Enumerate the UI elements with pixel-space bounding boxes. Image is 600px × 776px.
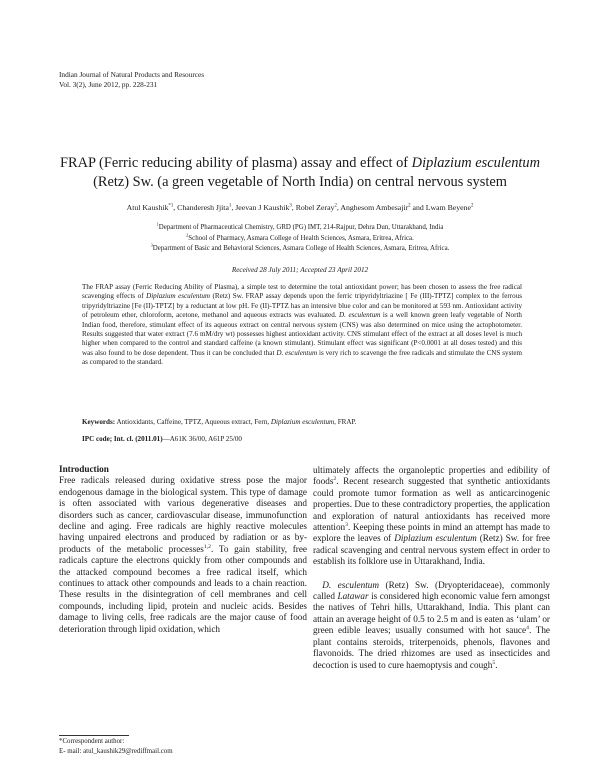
author: Lwam Beyene$^2$ [425, 203, 474, 212]
title-line-2: (Retz) Sw. (a green vegetable of North India) on central nervous system [93, 174, 507, 190]
ipc-code: IPC code; Int. cl. (2011.01)—A61K 36/00, A61P 25/00 [82, 435, 242, 443]
journal-header [59, 70, 204, 90]
paragraph: Free radicals released during oxidative stress pose the major endogenous damage in the biological system. This type of damage is often associated with various degenerative diseases and disorders such as cancer, cardiovascular disease, immunofunction decline and aging. Free radicals are highly reactive molecules having unpaired electrons and produced by radiation or as by-products of the metabolic processes$^{1,2}$. To gain stability, free radicals capture the electrons quickly from other compounds and the attacked compound becomes a free radical itself, which continues to attack other compounds and leads to a chain reaction. These results in the disintegration of cell membranes and cell compounds, including lipid, protein and nucleic acids. Besides damage to living cells, free radicals are the major cause of food deterioration through lipid oxidation, which [59, 475, 307, 634]
footnote [59, 737, 173, 757]
paragraph: D. esculentum (Retz) Sw. (Dryopteridaceae), commonly called Latawar is considered high economic value fern amongst the natives of Tehri hills, Uttarakhand, India. This plant can attain an average height of 0.5 to 2.5 m and is eaten as ‘ulam’ or green edible leaves; usually consumed with hot sauce$^4$. The plant contains steroids, triterpenoids, phenols, flavones and flavonoids. The dried rhizomes are used as insecticides and decoction is used to cure haemoptysis and cough$^5$. [313, 579, 550, 670]
affiliation: $^1$Department of Pharmaceutical Chemistry, GRD (PG) IMT, 214-Rajpur, Dehra Dun, Uttarakhand, India [156, 221, 444, 231]
author-list [40, 203, 560, 213]
column-right [313, 465, 550, 671]
keywords-label: Keywords: [82, 418, 116, 426]
section-heading-introduction: Introduction [59, 464, 109, 474]
keywords: Keywords: Antioxidants, Caffeine, TPTZ, Aqueous extract, Fern, Diplazium esculentum, FRAP. [82, 418, 357, 426]
paragraph: ultimately affects the organoleptic properties and edibility of foods$^2$. Recent research suggested that synthetic antioxidants could promote tumor formation as well as anticarcinogenic properties. Due to these contradictory properties, the application and exploration of natural antioxidants has received more attention$^3$. Keeping these points in mind an attempt has made to explore the leaves of Diplazium esculentum (Retz) Sw. for free radical scavenging and central nervous system effect in order to establish its folklore use in Uttarakhand, India. [313, 465, 550, 567]
author: Robel Zeray$^2$, [295, 203, 341, 212]
abstract: The FRAP assay (Ferric Reducing Ability of Plasma), a simple test to determine the total antioxidant power; has been chosen to assess the free radical scavenging effects of Diplazium esculentum (Retz) Sw. FRAP assay depends upon the ferric tripyridyltriazine [ Fe (III)-TPTZ] complex to the ferrous tripyridyltriazine [Fe (II)-TPTZ] by a reductant at low pH. Fe (II)-TPTZ has an intensive blue color and can be monitored at 593 nm. Antioxidant activity of petroleum ether, chloroform, acetone, methanol and aqueous extracts was evaluated. D. esculentum is a well known green leafy vegetable of North Indian food, therefore, stimulant effect of its aqueous extract on central nervous system (CNS) was also determined on mice using the actophotometer. Results suggested that water extract (7.6 mM/dry wt) possesses highest antioxidant activity. CNS stimulant effect of the extract at all doses level is much higher when compared to the control and standard caffeine (a known stimulant). Stimulant effect was significant (P<0.0001 at all doses tested) and this was also found to be dose dependent. Thus it can be concluded that D. esculentum is very rich to scavenge the free radicals and stimulate the CNS system as compared to the standard. [82, 283, 523, 367]
ipc-label: IPC code; Int. cl. (2011.01) [82, 435, 163, 443]
author: Chanderesh Jjita$^1$, [177, 203, 236, 212]
title-line-1: FRAP (Ferric reducing ability of plasma) assay and effect of Diplazium esculentum [60, 155, 540, 171]
correspondent-author: *Correspondent author: [59, 738, 125, 745]
journal-issue: Vol. 3(2), June 2012, pp. 228-231 [59, 80, 158, 89]
journal-name: Indian Journal of Natural Products and Resources [59, 70, 205, 79]
received-dates: Received 28 July 2011; Accepted 23 April 2012 [231, 266, 369, 274]
affiliation: $^3$Department of Basic and Behavioral Sciences, Asmara College of Health Sciences, Asmara, Eritrea, Africa. [150, 242, 450, 252]
affiliation: $^2$School of Pharmacy, Asmara College of Health Sciences, Asmara, Eritrea, Africa. [186, 232, 414, 242]
column-left [59, 464, 307, 635]
author: Anghesom Ambesajir$^2$ and [340, 203, 426, 212]
author: Atul Kaushik$^{*1}$, [126, 203, 178, 212]
author: Jeevan J Kaushik$^3$, [235, 203, 296, 212]
correspondent-email: E- mail: atul_kaushik29@rediffmail.com [59, 748, 173, 755]
affiliations [40, 223, 560, 255]
paper-title [40, 154, 560, 192]
footnote-divider [59, 735, 129, 736]
